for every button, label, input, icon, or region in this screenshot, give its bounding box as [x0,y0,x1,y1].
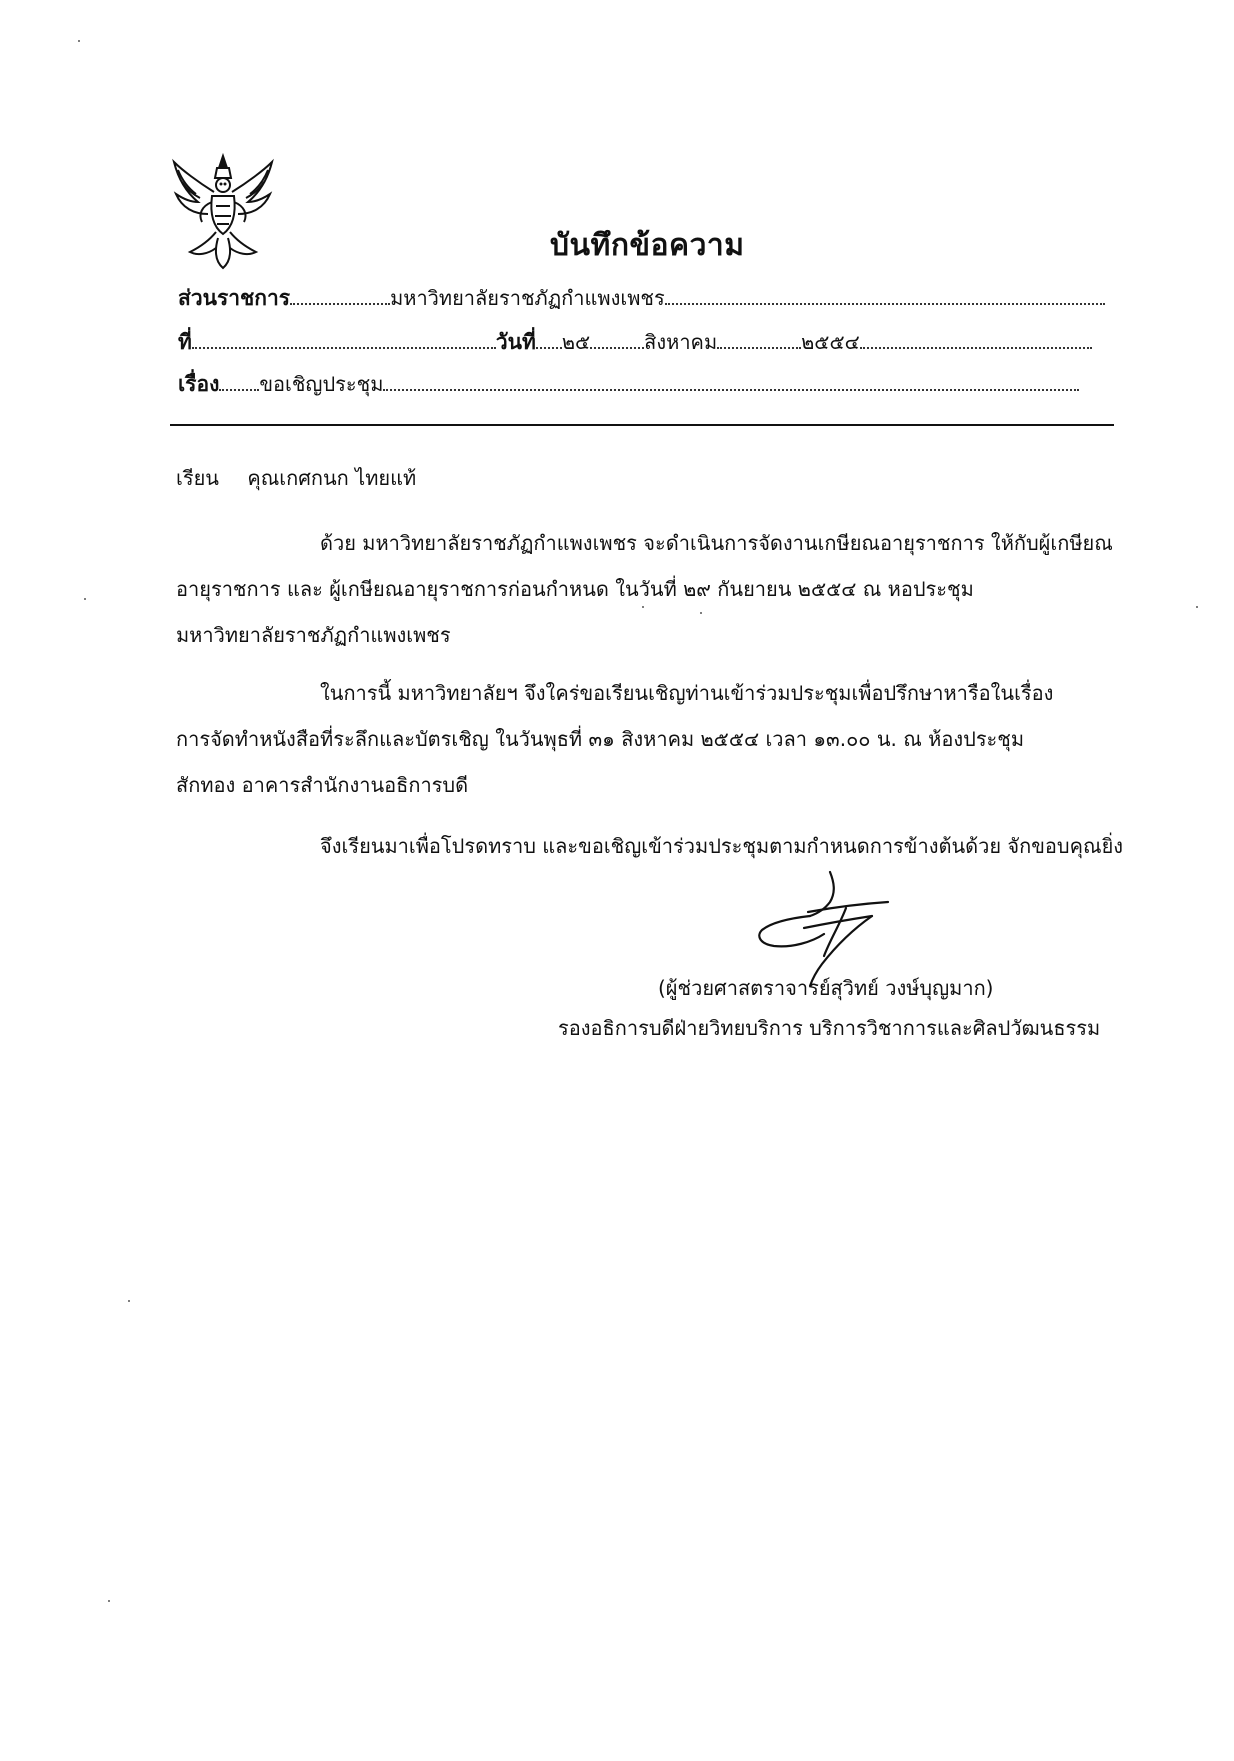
paragraph-line: การจัดทำหนังสือที่ระลึกและบัตรเชิญ ในวันพุธที่ ๓๑ สิงหาคม ๒๕๕๔ เวลา ๑๓.๐๐ น. ณ ห้องประชุม [176,727,1025,751]
ref-label: ที่ [178,330,192,354]
paragraph-event [176,520,1113,658]
dotted-leader [290,303,390,305]
date-day: ๒๕ [561,330,591,354]
closing-line: จึงเรียนมาเพื่อโปรดทราบ และขอเชิญเข้าร่วมประชุมตามกำหนดการข้างต้นด้วย จักขอบคุณยิ่ง [320,834,1124,858]
date-label: วันที่ [495,330,536,354]
signer-position: รองอธิการบดีฝ่ายวิทยบริการ บริการวิชาการและศิลปวัฒนธรรม [558,1016,1101,1040]
dotted-leader [860,347,1092,349]
memo-title: บันทึกข้อความ [550,228,745,263]
dotted-leader [665,303,1105,305]
garuda-emblem-icon [168,152,278,270]
subject-row [178,368,1079,401]
scan-speck [1196,606,1198,608]
paragraph-line: ในการนี้ มหาวิทยาลัยฯ จึงใคร่ขอเรียนเชิญท่านเข้าร่วมประชุมเพื่อปรึกษาหารือในเรื่อง [320,681,1054,705]
dotted-leader [536,347,562,349]
scan-speck [84,598,86,600]
dotted-leader [192,347,496,349]
dotted-leader [590,347,644,349]
ref-date-row [178,326,1092,359]
department-value: มหาวิทยาลัยราชภัฏกำแพงเพชร [390,286,665,310]
dotted-leader [717,347,801,349]
paragraph-line: สักทอง อาคารสำนักงานอธิการบดี [176,773,469,797]
paragraph-line: มหาวิทยาลัยราชภัฏกำแพงเพชร [176,623,451,647]
scan-speck [700,612,702,614]
dotted-leader [219,389,259,391]
date-month: สิงหาคม [644,330,718,354]
subject-label: เรื่อง [178,372,220,396]
scan-speck [78,40,80,42]
department-row [178,282,1105,315]
paragraph-invitation [176,670,1108,808]
scan-speck [128,1300,130,1302]
header-divider [170,424,1114,426]
paragraph-line: ด้วย มหาวิทยาลัยราชภัฏกำแพงเพชร จะดำเนินการจัดงานเกษียณอายุราชการ ให้กับผู้เกษียณ [320,531,1113,555]
scan-speck [642,606,644,608]
paragraph-line: อายุราชการ และ ผู้เกษียณอายุราชการก่อนกำหนด ในวันที่ ๒๙ กันยายน ๒๕๕๔ ณ หอประชุม [176,577,974,601]
date-year: ๒๕๕๔ [801,330,860,354]
signature [712,868,912,988]
salutation [176,462,416,494]
department-label: ส่วนราชการ [178,286,291,310]
salutation-label: เรียน [176,466,219,490]
scan-speck [108,1600,110,1602]
subject-value: ขอเชิญประชุม [259,372,384,396]
dotted-leader [383,389,1079,391]
signer-name: (ผู้ช่วยศาสตราจารย์สุวิทย์ วงษ์บุญมาก) [658,976,994,1000]
recipient-name: คุณเกศกนก ไทยแท้ [247,466,417,490]
